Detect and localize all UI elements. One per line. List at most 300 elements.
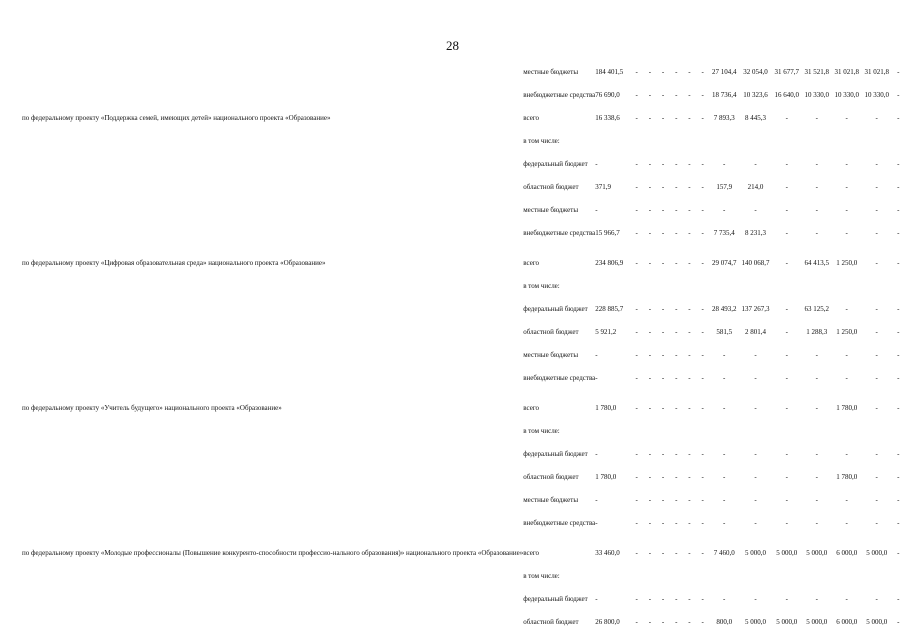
year-amount-cell: 27 104,4 bbox=[711, 68, 737, 76]
year-amount-cell: - bbox=[815, 519, 818, 527]
year-amount-cell bbox=[802, 572, 832, 595]
year-amount-cell: - bbox=[661, 91, 665, 99]
year-amount-cell: - bbox=[785, 450, 788, 458]
table-row bbox=[22, 114, 905, 137]
year-amount-cell: 28 493,2 bbox=[711, 305, 737, 313]
year-amount-cell: - bbox=[701, 328, 704, 336]
total-amount-cell: 15 966,7 bbox=[595, 229, 620, 237]
year-amount-cell: - bbox=[785, 496, 788, 504]
year-amount-cell: - bbox=[675, 68, 678, 76]
year-amount-cell bbox=[772, 282, 802, 305]
year-amount-cell bbox=[683, 427, 696, 450]
year-amount-cell: - bbox=[648, 374, 652, 382]
year-amount-cell bbox=[670, 427, 683, 450]
year-amount-cell: - bbox=[723, 160, 726, 168]
year-amount-cell bbox=[643, 282, 656, 305]
year-amount-cell: 8 445,3 bbox=[744, 114, 766, 122]
year-amount-cell: - bbox=[688, 351, 691, 359]
funding-source-cell: областной бюджет bbox=[523, 473, 579, 481]
year-amount-cell: - bbox=[648, 351, 652, 359]
year-amount-cell: 5 000,0 bbox=[806, 618, 828, 626]
year-amount-cell: - bbox=[845, 160, 848, 168]
year-amount-cell bbox=[709, 137, 739, 160]
year-amount-cell: - bbox=[661, 206, 665, 214]
year-amount-cell: - bbox=[754, 160, 757, 168]
year-amount-cell: - bbox=[815, 473, 818, 481]
year-amount-cell: - bbox=[754, 404, 757, 412]
year-amount-cell: - bbox=[723, 351, 726, 359]
year-amount-cell: 10 323,6 bbox=[743, 91, 768, 99]
year-amount-cell: - bbox=[635, 519, 638, 527]
year-amount-cell: 214,0 bbox=[747, 183, 764, 191]
year-amount-cell: - bbox=[688, 374, 691, 382]
year-amount-cell: - bbox=[875, 183, 878, 191]
year-amount-cell: - bbox=[661, 160, 665, 168]
year-amount-cell: - bbox=[785, 206, 788, 214]
year-amount-cell: - bbox=[845, 206, 848, 214]
year-amount-cell: - bbox=[648, 68, 652, 76]
year-amount-cell: - bbox=[723, 473, 726, 481]
funding-source-cell: местные бюджеты bbox=[523, 496, 579, 504]
year-amount-cell: - bbox=[875, 114, 878, 122]
year-amount-cell bbox=[832, 427, 862, 450]
year-amount-cell bbox=[683, 572, 696, 595]
year-amount-cell: - bbox=[688, 328, 691, 336]
year-amount-cell: - bbox=[785, 305, 788, 313]
year-amount-cell: - bbox=[648, 229, 652, 237]
year-amount-cell: - bbox=[845, 114, 848, 122]
year-amount-cell bbox=[862, 137, 892, 160]
year-amount-cell: 7 893,3 bbox=[713, 114, 735, 122]
year-amount-cell: - bbox=[754, 351, 757, 359]
year-amount-cell: - bbox=[635, 305, 638, 313]
year-amount-cell bbox=[656, 137, 669, 160]
year-amount-cell: - bbox=[648, 183, 652, 191]
year-amount-cell: - bbox=[701, 404, 704, 412]
year-amount-cell: - bbox=[688, 68, 691, 76]
year-amount-cell: 6 000,0 bbox=[836, 549, 858, 557]
year-amount-cell: 31 021,8 bbox=[864, 68, 889, 76]
year-amount-cell: - bbox=[675, 404, 678, 412]
year-amount-cell bbox=[802, 427, 832, 450]
year-amount-cell: - bbox=[897, 351, 900, 359]
year-amount-cell: - bbox=[875, 473, 878, 481]
year-amount-cell: - bbox=[688, 259, 691, 267]
year-amount-cell bbox=[739, 427, 772, 450]
project-name-cell bbox=[22, 282, 523, 305]
total-amount-cell: 5 921,2 bbox=[595, 328, 617, 336]
year-amount-cell: - bbox=[815, 183, 818, 191]
year-amount-cell: - bbox=[897, 229, 900, 237]
year-amount-cell: - bbox=[785, 404, 788, 412]
year-amount-cell: - bbox=[897, 114, 900, 122]
total-amount-cell: 228 885,7 bbox=[595, 305, 624, 313]
funding-source-cell: областной бюджет bbox=[523, 328, 579, 336]
year-amount-cell: - bbox=[701, 549, 704, 557]
year-amount-cell bbox=[802, 282, 832, 305]
year-amount-cell: - bbox=[675, 91, 678, 99]
funding-source-cell: всего bbox=[523, 259, 540, 267]
year-amount-cell: - bbox=[635, 549, 638, 557]
year-amount-cell: - bbox=[648, 473, 652, 481]
year-amount-cell: - bbox=[815, 351, 818, 359]
total-amount-cell: - bbox=[595, 496, 598, 504]
funding-source-cell: местные бюджеты bbox=[523, 206, 579, 214]
year-amount-cell: - bbox=[648, 404, 652, 412]
year-amount-cell: - bbox=[701, 68, 704, 76]
year-amount-cell: 7 735,4 bbox=[713, 229, 735, 237]
year-amount-cell: - bbox=[635, 404, 638, 412]
year-amount-cell bbox=[739, 572, 772, 595]
year-amount-cell: - bbox=[635, 68, 638, 76]
year-amount-cell: - bbox=[875, 259, 878, 267]
year-amount-cell: - bbox=[635, 351, 638, 359]
year-amount-cell: - bbox=[675, 229, 678, 237]
year-amount-cell: 10 330,0 bbox=[834, 91, 859, 99]
year-amount-cell: - bbox=[785, 114, 788, 122]
year-amount-cell: - bbox=[635, 496, 638, 504]
year-amount-cell: - bbox=[661, 183, 665, 191]
year-amount-cell: - bbox=[661, 114, 665, 122]
project-name-cell bbox=[22, 572, 523, 595]
table-row bbox=[22, 206, 905, 229]
year-amount-cell: - bbox=[661, 618, 665, 626]
funding-source-cell: внебюджетные средства bbox=[523, 91, 596, 99]
total-amount-cell: 76 690,0 bbox=[595, 91, 620, 99]
table-row bbox=[22, 427, 905, 450]
year-amount-cell: 1 780,0 bbox=[836, 404, 858, 412]
year-amount-cell: - bbox=[723, 404, 726, 412]
year-amount-cell bbox=[802, 137, 832, 160]
year-amount-cell: - bbox=[688, 91, 691, 99]
table-row bbox=[22, 549, 905, 572]
year-amount-cell: - bbox=[701, 473, 704, 481]
year-amount-cell: - bbox=[754, 206, 757, 214]
year-amount-cell: - bbox=[897, 519, 900, 527]
year-amount-cell: 5 000,0 bbox=[806, 549, 828, 557]
year-amount-cell: - bbox=[635, 206, 638, 214]
year-amount-cell: - bbox=[897, 496, 900, 504]
year-amount-cell bbox=[670, 282, 683, 305]
year-amount-cell: - bbox=[648, 328, 652, 336]
year-amount-cell: - bbox=[675, 160, 678, 168]
funding-source-cell: всего bbox=[523, 549, 540, 557]
year-amount-cell: - bbox=[661, 351, 665, 359]
year-amount-cell: 5 000,0 bbox=[744, 618, 766, 626]
year-amount-cell: - bbox=[675, 183, 678, 191]
project-name-cell bbox=[22, 595, 523, 618]
project-name-cell bbox=[22, 305, 523, 328]
total-amount-cell: 371,9 bbox=[595, 183, 612, 191]
year-amount-cell: - bbox=[701, 450, 704, 458]
table-row bbox=[22, 282, 905, 305]
year-amount-cell: - bbox=[897, 305, 900, 313]
year-amount-cell: - bbox=[875, 450, 878, 458]
year-amount-cell: 157,9 bbox=[716, 183, 733, 191]
year-amount-cell bbox=[709, 427, 739, 450]
year-amount-cell bbox=[892, 282, 905, 305]
year-amount-cell: - bbox=[648, 450, 652, 458]
year-amount-cell: 6 000,0 bbox=[836, 618, 858, 626]
year-amount-cell: - bbox=[688, 496, 691, 504]
year-amount-cell: - bbox=[648, 618, 652, 626]
year-amount-cell: - bbox=[897, 549, 900, 557]
year-amount-cell: 137 267,3 bbox=[741, 305, 770, 313]
year-amount-cell: - bbox=[675, 374, 678, 382]
year-amount-cell: - bbox=[754, 374, 757, 382]
year-amount-cell: - bbox=[675, 519, 678, 527]
year-amount-cell: - bbox=[815, 404, 818, 412]
project-name-cell bbox=[22, 618, 523, 641]
total-amount-cell: - bbox=[595, 450, 598, 458]
year-amount-cell: - bbox=[688, 114, 691, 122]
year-amount-cell: 8 231,3 bbox=[744, 229, 766, 237]
year-amount-cell: - bbox=[701, 496, 704, 504]
table-row bbox=[22, 374, 905, 404]
table-row bbox=[22, 328, 905, 351]
year-amount-cell: 1 780,0 bbox=[836, 473, 858, 481]
year-amount-cell: - bbox=[875, 206, 878, 214]
year-amount-cell: - bbox=[648, 519, 652, 527]
year-amount-cell: - bbox=[661, 305, 665, 313]
funding-source-cell: федеральный бюджет bbox=[523, 595, 588, 603]
total-amount-cell: - bbox=[595, 160, 598, 168]
year-amount-cell bbox=[656, 572, 669, 595]
year-amount-cell: - bbox=[635, 450, 638, 458]
year-amount-cell: - bbox=[661, 450, 665, 458]
funding-source-cell: федеральный бюджет bbox=[523, 450, 588, 458]
year-amount-cell: - bbox=[675, 450, 678, 458]
year-amount-cell: - bbox=[845, 595, 848, 603]
year-amount-cell: - bbox=[845, 496, 848, 504]
table-row bbox=[22, 572, 905, 595]
table-row bbox=[22, 473, 905, 496]
year-amount-cell: - bbox=[897, 68, 900, 76]
year-amount-cell: - bbox=[845, 450, 848, 458]
year-amount-cell bbox=[696, 137, 709, 160]
total-amount-cell bbox=[595, 427, 630, 450]
project-name-cell: по федеральному проекту «Учитель будущего» национального проекта «Образование» bbox=[22, 404, 282, 412]
total-amount-cell: - bbox=[595, 595, 598, 603]
year-amount-cell: - bbox=[648, 595, 652, 603]
year-amount-cell: 140 068,7 bbox=[741, 259, 770, 267]
year-amount-cell: - bbox=[701, 91, 704, 99]
year-amount-cell: - bbox=[875, 229, 878, 237]
year-amount-cell: - bbox=[815, 374, 818, 382]
year-amount-cell: - bbox=[875, 160, 878, 168]
total-amount-cell bbox=[595, 137, 630, 160]
year-amount-cell: - bbox=[701, 183, 704, 191]
total-amount-cell: - bbox=[595, 374, 598, 382]
table-row bbox=[22, 137, 905, 160]
year-amount-cell: - bbox=[688, 618, 691, 626]
year-amount-cell: 10 330,0 bbox=[804, 91, 829, 99]
year-amount-cell bbox=[643, 137, 656, 160]
year-amount-cell: - bbox=[661, 374, 665, 382]
year-amount-cell bbox=[630, 572, 643, 595]
project-name-cell bbox=[22, 328, 523, 351]
year-amount-cell: - bbox=[701, 114, 704, 122]
funding-source-cell: областной бюджет bbox=[523, 183, 579, 191]
year-amount-cell bbox=[862, 282, 892, 305]
table-row bbox=[22, 259, 905, 282]
project-name-cell: по федеральному проекту «Цифровая образовательная среда» национального проекта «Образование» bbox=[22, 259, 326, 267]
year-amount-cell bbox=[832, 282, 862, 305]
year-amount-cell: - bbox=[675, 305, 678, 313]
project-name-cell bbox=[22, 160, 523, 183]
year-amount-cell: - bbox=[815, 160, 818, 168]
year-amount-cell: - bbox=[688, 549, 691, 557]
year-amount-cell: - bbox=[701, 618, 704, 626]
year-amount-cell bbox=[656, 427, 669, 450]
project-name-cell bbox=[22, 206, 523, 229]
year-amount-cell bbox=[696, 427, 709, 450]
year-amount-cell: - bbox=[675, 496, 678, 504]
year-amount-cell: - bbox=[754, 450, 757, 458]
year-amount-cell: - bbox=[635, 595, 638, 603]
total-amount-cell: 33 460,0 bbox=[595, 549, 620, 557]
year-amount-cell bbox=[892, 427, 905, 450]
year-amount-cell: - bbox=[897, 618, 900, 626]
year-amount-cell bbox=[656, 282, 669, 305]
year-amount-cell: - bbox=[635, 618, 638, 626]
year-amount-cell: - bbox=[815, 206, 818, 214]
year-amount-cell: - bbox=[785, 473, 788, 481]
project-name-cell: по федеральному проекту «Поддержка семей, имеющих детей» национального проекта «Образование» bbox=[22, 114, 331, 122]
project-name-cell bbox=[22, 183, 523, 206]
year-amount-cell: - bbox=[897, 595, 900, 603]
year-amount-cell: - bbox=[754, 473, 757, 481]
year-amount-cell: - bbox=[701, 519, 704, 527]
total-amount-cell bbox=[595, 282, 630, 305]
year-amount-cell bbox=[892, 572, 905, 595]
project-name-cell bbox=[22, 496, 523, 519]
year-amount-cell bbox=[670, 137, 683, 160]
total-amount-cell: - bbox=[595, 351, 598, 359]
year-amount-cell: - bbox=[688, 206, 691, 214]
year-amount-cell: - bbox=[897, 404, 900, 412]
year-amount-cell: - bbox=[661, 519, 665, 527]
project-name-cell bbox=[22, 229, 523, 259]
funding-source-cell: в том числе: bbox=[523, 572, 560, 580]
year-amount-cell: - bbox=[754, 519, 757, 527]
funding-source-cell: местные бюджеты bbox=[523, 351, 579, 359]
year-amount-cell: 16 640,0 bbox=[774, 91, 800, 99]
year-amount-cell: - bbox=[897, 160, 900, 168]
year-amount-cell: - bbox=[845, 519, 848, 527]
year-amount-cell bbox=[709, 572, 739, 595]
year-amount-cell: - bbox=[675, 351, 678, 359]
funding-source-cell: федеральный бюджет bbox=[523, 160, 588, 168]
year-amount-cell: - bbox=[785, 229, 788, 237]
year-amount-cell: 64 413,5 bbox=[804, 259, 829, 267]
year-amount-cell: - bbox=[688, 160, 691, 168]
year-amount-cell: - bbox=[635, 328, 638, 336]
funding-source-cell: внебюджетные средства bbox=[523, 229, 596, 237]
year-amount-cell: - bbox=[875, 351, 878, 359]
year-amount-cell: - bbox=[785, 160, 788, 168]
funding-source-cell: в том числе: bbox=[523, 137, 560, 145]
year-amount-cell: - bbox=[785, 328, 788, 336]
year-amount-cell: - bbox=[897, 473, 900, 481]
year-amount-cell: - bbox=[688, 305, 691, 313]
year-amount-cell: 32 054,0 bbox=[743, 68, 768, 76]
project-name-cell: по федеральному проекту «Молодые профессионалы (Повышение конкуренто-способности профессио-нального образования)» национального проекта «Образование» bbox=[22, 549, 524, 557]
year-amount-cell: - bbox=[723, 206, 726, 214]
funding-source-cell: всего bbox=[523, 114, 540, 122]
year-amount-cell: - bbox=[661, 496, 665, 504]
table-row bbox=[22, 183, 905, 206]
year-amount-cell: - bbox=[875, 404, 878, 412]
funding-source-cell: областной бюджет bbox=[523, 618, 579, 626]
project-name-cell bbox=[22, 473, 523, 496]
year-amount-cell bbox=[683, 137, 696, 160]
total-amount-cell: - bbox=[595, 519, 598, 527]
table-row bbox=[22, 229, 905, 259]
year-amount-cell: - bbox=[701, 351, 704, 359]
year-amount-cell: - bbox=[701, 595, 704, 603]
year-amount-cell bbox=[862, 427, 892, 450]
year-amount-cell: - bbox=[815, 595, 818, 603]
project-name-cell bbox=[22, 351, 523, 374]
year-amount-cell: - bbox=[661, 473, 665, 481]
funding-source-cell: внебюджетные средства bbox=[523, 374, 596, 382]
year-amount-cell: 31 021,8 bbox=[834, 68, 859, 76]
year-amount-cell: - bbox=[688, 595, 691, 603]
year-amount-cell: - bbox=[897, 374, 900, 382]
year-amount-cell: - bbox=[675, 473, 678, 481]
year-amount-cell: - bbox=[701, 229, 704, 237]
table-row bbox=[22, 618, 905, 641]
project-name-cell bbox=[22, 427, 523, 450]
table-row bbox=[22, 305, 905, 328]
year-amount-cell: - bbox=[635, 160, 638, 168]
year-amount-cell: 581,5 bbox=[716, 328, 733, 336]
year-amount-cell: 1 288,3 bbox=[806, 328, 828, 336]
funding-source-cell: в том числе: bbox=[523, 427, 560, 435]
year-amount-cell: - bbox=[648, 91, 652, 99]
year-amount-cell: - bbox=[635, 91, 638, 99]
year-amount-cell: - bbox=[723, 496, 726, 504]
year-amount-cell: - bbox=[785, 519, 788, 527]
year-amount-cell bbox=[739, 282, 772, 305]
year-amount-cell: - bbox=[675, 595, 678, 603]
year-amount-cell: - bbox=[897, 259, 900, 267]
year-amount-cell: 31 521,8 bbox=[804, 68, 829, 76]
year-amount-cell: - bbox=[675, 549, 678, 557]
funding-source-cell: федеральный бюджет bbox=[523, 305, 588, 313]
project-name-cell bbox=[22, 450, 523, 473]
table-row bbox=[22, 160, 905, 183]
total-amount-cell: 16 338,6 bbox=[595, 114, 620, 122]
funding-source-cell: в том числе: bbox=[523, 282, 560, 290]
year-amount-cell: - bbox=[701, 206, 704, 214]
year-amount-cell: - bbox=[845, 183, 848, 191]
year-amount-cell: - bbox=[688, 404, 691, 412]
year-amount-cell: - bbox=[635, 114, 638, 122]
year-amount-cell: 29 074,7 bbox=[711, 259, 737, 267]
year-amount-cell bbox=[709, 282, 739, 305]
table-row bbox=[22, 519, 905, 549]
year-amount-cell: - bbox=[845, 351, 848, 359]
table-row bbox=[22, 404, 905, 427]
year-amount-cell: - bbox=[701, 160, 704, 168]
year-amount-cell: - bbox=[815, 229, 818, 237]
year-amount-cell: 7 460,0 bbox=[713, 549, 735, 557]
year-amount-cell: 31 677,7 bbox=[774, 68, 800, 76]
year-amount-cell bbox=[772, 572, 802, 595]
year-amount-cell: 5 000,0 bbox=[744, 549, 766, 557]
